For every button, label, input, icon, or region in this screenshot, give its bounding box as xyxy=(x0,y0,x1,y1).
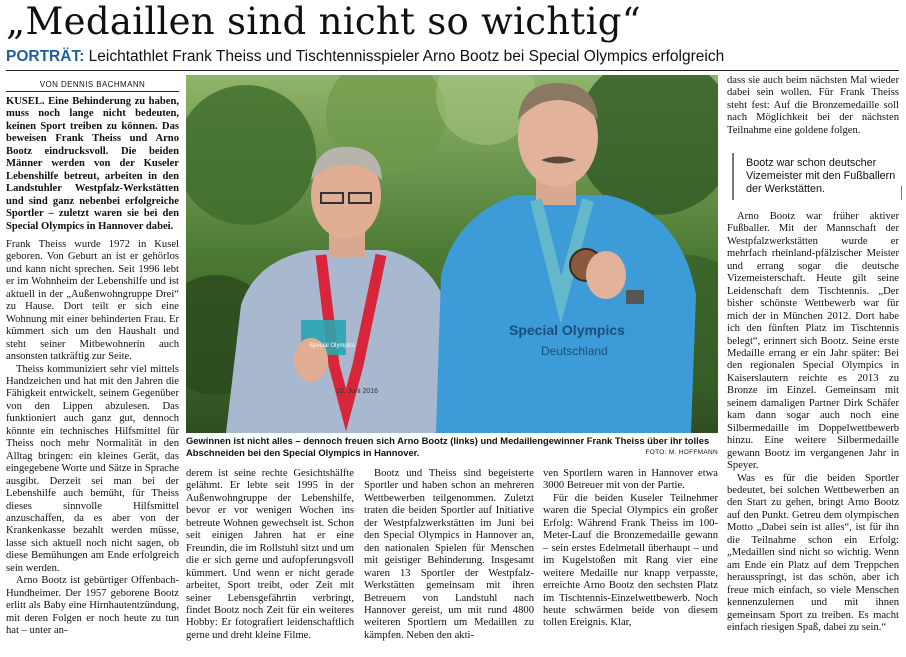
pull-quote: Bootz war schon deutscher Vizemeister mit den Fußballern der Werkstätten. xyxy=(732,153,898,200)
column-2 xyxy=(186,468,354,642)
header-rule xyxy=(6,70,899,71)
paragraph: Was es für die beiden Sportler bedeutet, bei solchen Wettbewerben an den Start zu gehen, bringt Arno Bootz auf den Punkt. Getreu dem olympischen Motto „Dabei sein ist alles“, ist für ihn die Teilnahme schon ein Erfolg: „Medaillen sind nicht so wichtig. Wenn am Ende ein Platz auf dem Treppchen herausspringt, ist das schön, aber ich freue mich einfach, so viele Menschen kennenzulernen und mit ihnen gemeinsam Sport zu treiben. Es macht einfach riesigen Spaß, dabei zu sein.“ xyxy=(727,472,899,633)
photo-credit: FOTO: M. HOFFMANN xyxy=(645,449,718,456)
paragraph: Für die beiden Kuseler Teilnehmer waren die Special Olympics ein großer Erfolg: Während Frank Theiss im 100-Meter-Lauf die Bronzemedaille gewann – sein erstes Edelmetall überhaupt – und im Kugelstoßen mit Rang vier eine weitere Medaille nur knapp verpasste, erreichte Arno Bootz den sechsten Platz im Tischtennis-Einzelwettbewerb. Noch heute schwärmen beide von diesem tollen Ereignis. Klar, xyxy=(543,492,718,629)
article-photo xyxy=(186,75,718,433)
bib-text: 10. Juni 2016 xyxy=(336,388,379,395)
shirt-text: Special Olympics xyxy=(509,322,625,338)
caption-text: Gewinnen ist nicht alles – dennoch freuen sich Arno Bootz (links) und Medaillengewinner Frank Theiss über ihr tolles Abschneiden bei den Special Olympics in Hannover. xyxy=(186,435,710,458)
paragraph: Arno Bootz ist gebürtiger Offenbach-Hundheimer. Der 1957 geborene Bootz erlitt als Baby eine Hirnhautentzündung, mit deren Folgen er noch heute zu tun hat – unter an- xyxy=(6,575,179,637)
paragraph: dass sie auch beim nächsten Mal wieder dabei sein wollen. Für Frank Theiss steht fest: Auf die Bronzemedaille soll nach Möglichkeit bei der nächsten Teilnahme eine goldene folgen. xyxy=(727,75,899,136)
ribbon-text: Special Olympics xyxy=(309,343,356,349)
photo-caption xyxy=(186,435,718,459)
subline-kicker: PORTRÄT: xyxy=(6,48,85,65)
paragraph: Bootz und Theiss sind begeisterte Sportler und haben schon an mehreren Wettbewerben teilgenommen. Zuletzt traten die beiden Sportler auf Initiative der Westpfalzwerkstätten im Juni bei den Special Olympics in Hannover an, den nationalen Spielen für Menschen mit geistiger Behinderung. Insgesamt waren 13 Sportler der Westpfalz-Werkstätten gemeinsam mit ihren Betreuern von Landstuhl nach Hannover gereist, um mit rund 4800 weiteren Sportlern um Medaillen zu kämpfen. Neben den akti- xyxy=(364,468,534,641)
paragraph: Theiss kommuniziert sehr viel mittels Handzeichen und hat mit den Jahren die Fähigkeit entwickelt, seinem Gegenüber von den Lippen abzulesen. Das funktioniert auch ganz gut, dennoch könnte ein technisches Hilfsmittel für Theiss noch mehr Normalität in den Alltag bringen: ein kleines Gerät, das eingegebene Worte und Sätze in Sprache ausgibt. Derzeit sei man bei der Lebenshilfe auch bemüht, für Theiss dieses sinnvolle Hilfsmittel anzuschaffen, da es aber von der Krankenkasse bezahlt werden müsse, lasse sich aktuell noch nicht sagen, ob diese Bemühungen am Ende erfolgreich sein werden. xyxy=(6,363,179,574)
paragraph: ven Sportlern waren in Hannover etwa 3000 Betreuer mit von der Partie. xyxy=(543,468,718,492)
subline-text: Leichtathlet Frank Theiss und Tischtennisspieler Arno Bootz bei Special Olympics erfolgreich xyxy=(84,48,725,65)
paragraph: Arno Bootz war früher aktiver Fußballer. Mit der Mannschaft der Westpfalzwerkstätten wurde er mehrfach rheinland-pfälzischer Meister und errang sogar die deutsche Vizemeisterschaft. Heute gilt seine Leidenschaft dem Tischtennis. „Der bisher schönste Wettbewerb war für mich der in München 2012. Dort habe ich den fünften Platz im Tischtennis belegt“, erinnert sich Bootz. Seine erste Medaille errang er ein Jahr später: Bei den regionalen Special Olympics in Kaiserslautern reichte es 2013 zu Bronze im Einzel. Gemeinsam mit seinem damaligen Partner Dirk Schäfer kam dann sogar auch noch eine Silbermedaille im Doppelwettbewerb hinzu. Eine weitere Silbermedaille gewann Bootz im vergangenen Jahr in Speyer. xyxy=(727,211,899,472)
watch xyxy=(626,290,644,304)
column-5 xyxy=(727,75,899,137)
column-3 xyxy=(364,468,534,642)
byline: VON DENNIS BACHMANN xyxy=(6,80,179,92)
photo-illustration xyxy=(186,75,718,433)
subline xyxy=(6,48,724,66)
lead-paragraph: KUSEL. Eine Behinderung zu haben, muss noch lange nicht bedeuten, keinen Sport treiben zu können. Das beweisen Frank Theiss und Arno Bootz eindrucksvoll. Die beiden Männer werden von der Kuseler Lebenshilfe betreut, arbeiten in den Landstuhler Westpfalz-Werkstätten und sind ganz nebenbei erfolgreiche Sportler – zuletzt waren sie bei den Special Olympics in Hannover dabei. xyxy=(6,96,179,232)
column-1 xyxy=(6,96,179,637)
shirt-text-2: Deutschland xyxy=(541,344,608,358)
paragraph: derem ist seine rechte Gesichtshälfte gelähmt. Er lebte seit 1995 in der Außenwohngruppe der Lebenshilfe, bevor er vor wenigen Wochen ins betreute Wohnen gewechselt ist. Schon seit einigen Jahren hat er eine Freundin, die im Rollstuhl sitzt und um die er sich gerne und aufopferungsvoll kümmert. Und wenn er nicht gerade arbeitet, Sport treibt, oder Zeit mit seiner Lebensgefährtin verbringt, findet Bootz noch Zeit für ein weiteres Hobby: Er fotografiert leidenschaftlich gerne und dreht kleine Filme. xyxy=(186,468,354,641)
headline: „Medaillen sind nicht so wichtig“ xyxy=(6,0,641,43)
column-4 xyxy=(543,468,718,630)
column-5-continued xyxy=(727,211,899,634)
paragraph: Frank Theiss wurde 1972 in Kusel geboren. Von Geburt an ist er gehörlos und kann nicht sprechen. Seit 1996 lebt er im Wohnheim der Lebenshilfe und ist aktuell in der „Außenwohngruppe Drei“ zu Hause. Dort teilt er sich eine Wohnung mit einer behinderten Frau. Er kümmert sich um den Haushalt und steht seiner Mitbewohnerin auch ansonsten tatkräftig zur Seite. xyxy=(6,238,179,363)
